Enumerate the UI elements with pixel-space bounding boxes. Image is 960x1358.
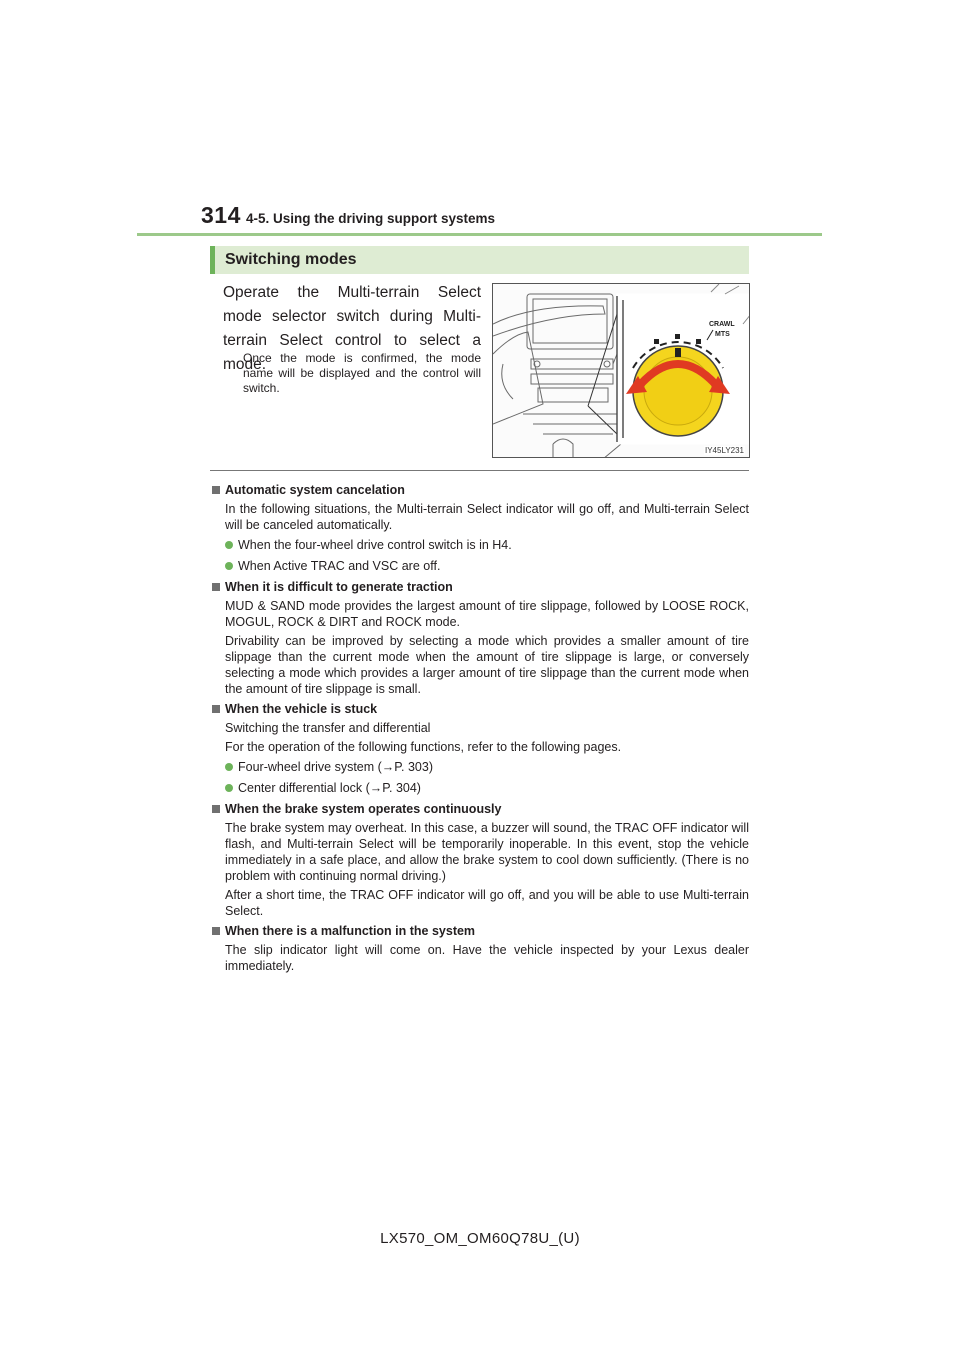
note-heading — [210, 923, 749, 940]
note-text: The slip indicator light will come on. Have the vehicle inspected by your Lexus dealer immediately. — [225, 943, 749, 973]
circle-bullet-icon — [225, 541, 233, 549]
note-text: After a short time, the TRAC OFF indicator will go off, and you will be able to use Multi-terrain Select. — [225, 888, 749, 918]
dashboard-drawing — [493, 284, 750, 458]
page-footer: LX570_OM_OM60Q78U_(U) — [380, 1230, 580, 1247]
mode-selector-illustration — [492, 283, 750, 458]
note-heading — [210, 801, 749, 818]
note-brake-system — [210, 801, 749, 919]
list-item — [210, 780, 749, 796]
circle-bullet-icon — [225, 562, 233, 570]
circle-bullet-icon — [225, 784, 233, 792]
page-reference-link[interactable]: Four-wheel drive system (→P. 303) — [238, 760, 433, 774]
list-item — [210, 537, 749, 553]
header-rule — [137, 233, 822, 236]
square-bullet-icon — [212, 705, 220, 713]
dial-label-crawl: CRAWL — [709, 321, 735, 328]
note-heading-text: When the vehicle is stuck — [225, 702, 378, 716]
section-divider — [210, 470, 749, 471]
square-bullet-icon — [212, 927, 220, 935]
list-item — [210, 558, 749, 574]
note-text: MUD & SAND mode provides the largest amount of tire slippage, followed by LOOSE ROCK, MOGUL, ROCK & DIRT and ROCK mode. — [225, 599, 749, 629]
list-item-text: When the four-wheel drive control switch is in H4. — [238, 538, 512, 552]
figure-code: IY45LY231 — [705, 446, 744, 455]
note-heading-text: When it is difficult to generate traction — [225, 580, 453, 594]
list-item — [210, 759, 749, 775]
section-heading-text: Switching modes — [225, 251, 357, 268]
note-text: For the operation of the following functions, refer to the following pages. — [225, 740, 622, 754]
note-heading — [210, 482, 749, 499]
note-heading-text: When the brake system operates continuously — [225, 802, 502, 816]
circle-bullet-icon — [225, 763, 233, 771]
page-number: 314 — [201, 202, 241, 228]
note-traction — [210, 579, 749, 697]
note-heading-text: When there is a malfunction in the system — [225, 924, 476, 938]
dial-label-mts: MTS — [715, 331, 730, 338]
square-bullet-icon — [212, 583, 220, 591]
intro-paragraph: Operate the Multi-terrain Select mode selector switch during Multi-terrain Select control to select a mode. — [223, 284, 481, 373]
note-malfunction — [210, 923, 749, 974]
page-reference-link[interactable]: Center differential lock (→P. 304) — [238, 781, 421, 795]
note-heading-text: Automatic system cancelation — [225, 483, 405, 497]
note-heading — [210, 701, 749, 718]
square-bullet-icon — [212, 805, 220, 813]
running-header-title: 4-5. Using the driving support systems — [246, 211, 496, 226]
intro-note: Once the mode is confirmed, the mode name will be displayed and the control will switch. — [243, 351, 481, 395]
note-text: Drivability can be improved by selecting a mode which provides a smaller amount of tire slippage than the current mode when the amount of tire slippage is large, or conversely selecting a mode which provides a larger amount of tire slippage than the current mode when the amount of tire slippage is small. — [225, 634, 749, 696]
note-vehicle-stuck — [210, 701, 749, 796]
note-automatic-cancelation — [210, 482, 749, 574]
note-heading — [210, 579, 749, 596]
notes-section — [210, 482, 749, 978]
section-heading — [210, 246, 749, 274]
list-item-text: When Active TRAC and VSC are off. — [238, 559, 441, 573]
note-text: In the following situations, the Multi-terrain Select indicator will go off, and Multi-terrain Select will be canceled automatically. — [225, 502, 749, 532]
note-text: The brake system may overheat. In this case, a buzzer will sound, the TRAC OFF indicator will flash, and Multi-terrain Select will be temporarily inoperable. In this event, stop the vehicle immediately in a safe place, and allow the brake system to cool down sufficiently. (There is no problem with continuing normal driving.) — [225, 821, 749, 883]
square-bullet-icon — [212, 486, 220, 494]
note-text: Switching the transfer and differential — [225, 721, 431, 735]
